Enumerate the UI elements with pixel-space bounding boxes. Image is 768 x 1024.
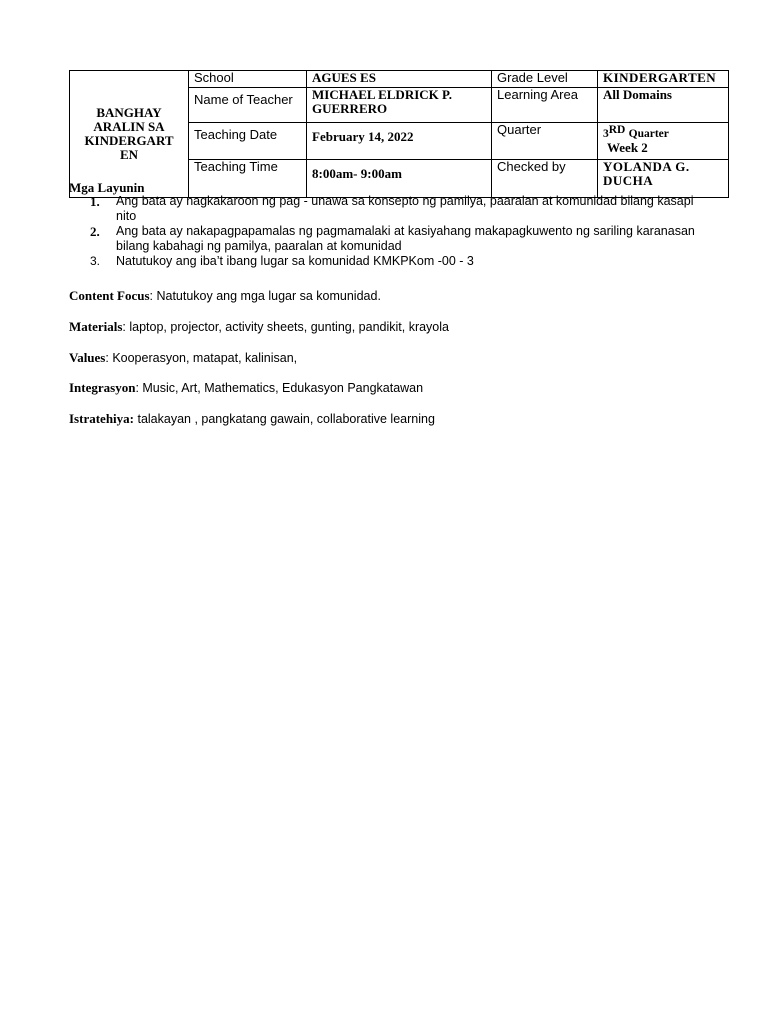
objective-number: 1.: [90, 194, 100, 209]
grade-level-label: Grade Level: [492, 71, 598, 88]
teaching-date-label: Teaching Date: [189, 123, 307, 160]
integrasyon-value: : Music, Art, Mathematics, Edukasyon Pangkatawan: [135, 381, 424, 395]
materials-label: Materials: [69, 319, 123, 334]
teacher-value: [307, 88, 492, 123]
checker-name-line: DUCHA: [603, 173, 654, 188]
istratehiya-value: talakayan , pangkatang gawain, collaborative learning: [134, 412, 435, 426]
objective-text: Natutukoy ang iba’t ibang lugar sa komunidad KMKPKom -00 - 3: [116, 254, 474, 268]
content-focus-value: : Natutukoy ang mga lugar sa komunidad.: [149, 289, 381, 303]
materials-value: : laptop, projector, activity sheets, gunting, pandikit, krayola: [122, 320, 449, 334]
checked-by-label: Checked by: [492, 160, 598, 198]
integrasyon-label: Integrasyon: [69, 380, 136, 395]
values-value: : Kooperasyon, matapat, kalinisan,: [105, 351, 298, 365]
materials-line: [69, 319, 449, 335]
quarter-superscript: RD: [608, 124, 626, 136]
quarter-value: [598, 123, 729, 160]
objectives-heading: Mga Layunin: [69, 180, 145, 195]
objectives-list: [69, 194, 709, 269]
istratehiya-label: Istratehiya:: [69, 411, 134, 426]
content-focus-label: Content Focus: [69, 288, 150, 303]
checker-name-line: YOLANDA G.: [603, 159, 690, 174]
quarter-label: Quarter: [492, 123, 598, 160]
integrasyon-line: [69, 380, 423, 396]
plan-title-line: KINDERGART: [84, 133, 174, 148]
objective-text: Ang bata ay nagkakaroon ng pag - unawa sa konsepto ng pamilya, paaralan at komunidad bilang kasapi nito: [116, 194, 694, 223]
plan-title-line: ARALIN SA: [93, 119, 165, 134]
objective-item: [69, 254, 709, 269]
istratehiya-line: [69, 411, 435, 427]
quarter-word: Quarter: [628, 128, 669, 140]
teacher-name-line: GUERRERO: [312, 101, 388, 116]
lesson-header-table: [69, 70, 729, 198]
objectives-section: [69, 181, 709, 269]
values-label: Values: [69, 350, 106, 365]
plan-title-line: BANGHAY: [96, 105, 162, 120]
week-value: Week 2: [607, 140, 648, 155]
objective-item: [69, 194, 709, 224]
objective-number: 2.: [90, 224, 100, 239]
school-label: School: [189, 71, 307, 88]
teacher-label: Name of Teacher: [189, 88, 307, 123]
school-value: AGUES ES: [307, 71, 492, 88]
content-focus-line: [69, 288, 381, 304]
grade-level-value: KINDERGARTEN: [598, 71, 729, 88]
teaching-time-label: Teaching Time: [189, 160, 307, 198]
teaching-date-value: February 14, 2022: [307, 123, 492, 160]
teacher-name-line: MICHAEL ELDRICK P.: [312, 87, 453, 102]
objective-text: Ang bata ay nakapagpapamalas ng pagmamalaki at kasiyahang makapagkuwento ng sariling karanasan bilang kabahagi ng pamilya, paaralan at komunidad: [116, 224, 695, 253]
objective-number: 3.: [90, 254, 101, 268]
plan-title-line: EN: [119, 147, 139, 162]
quarter-number: 3: [603, 128, 609, 140]
learning-area-label: Learning Area: [492, 88, 598, 123]
teaching-time-value: 8:00am- 9:00am: [307, 160, 492, 198]
plan-title: [70, 71, 189, 198]
objective-item: [69, 224, 709, 254]
values-line: [69, 350, 297, 366]
learning-area-value: All Domains: [598, 88, 729, 123]
